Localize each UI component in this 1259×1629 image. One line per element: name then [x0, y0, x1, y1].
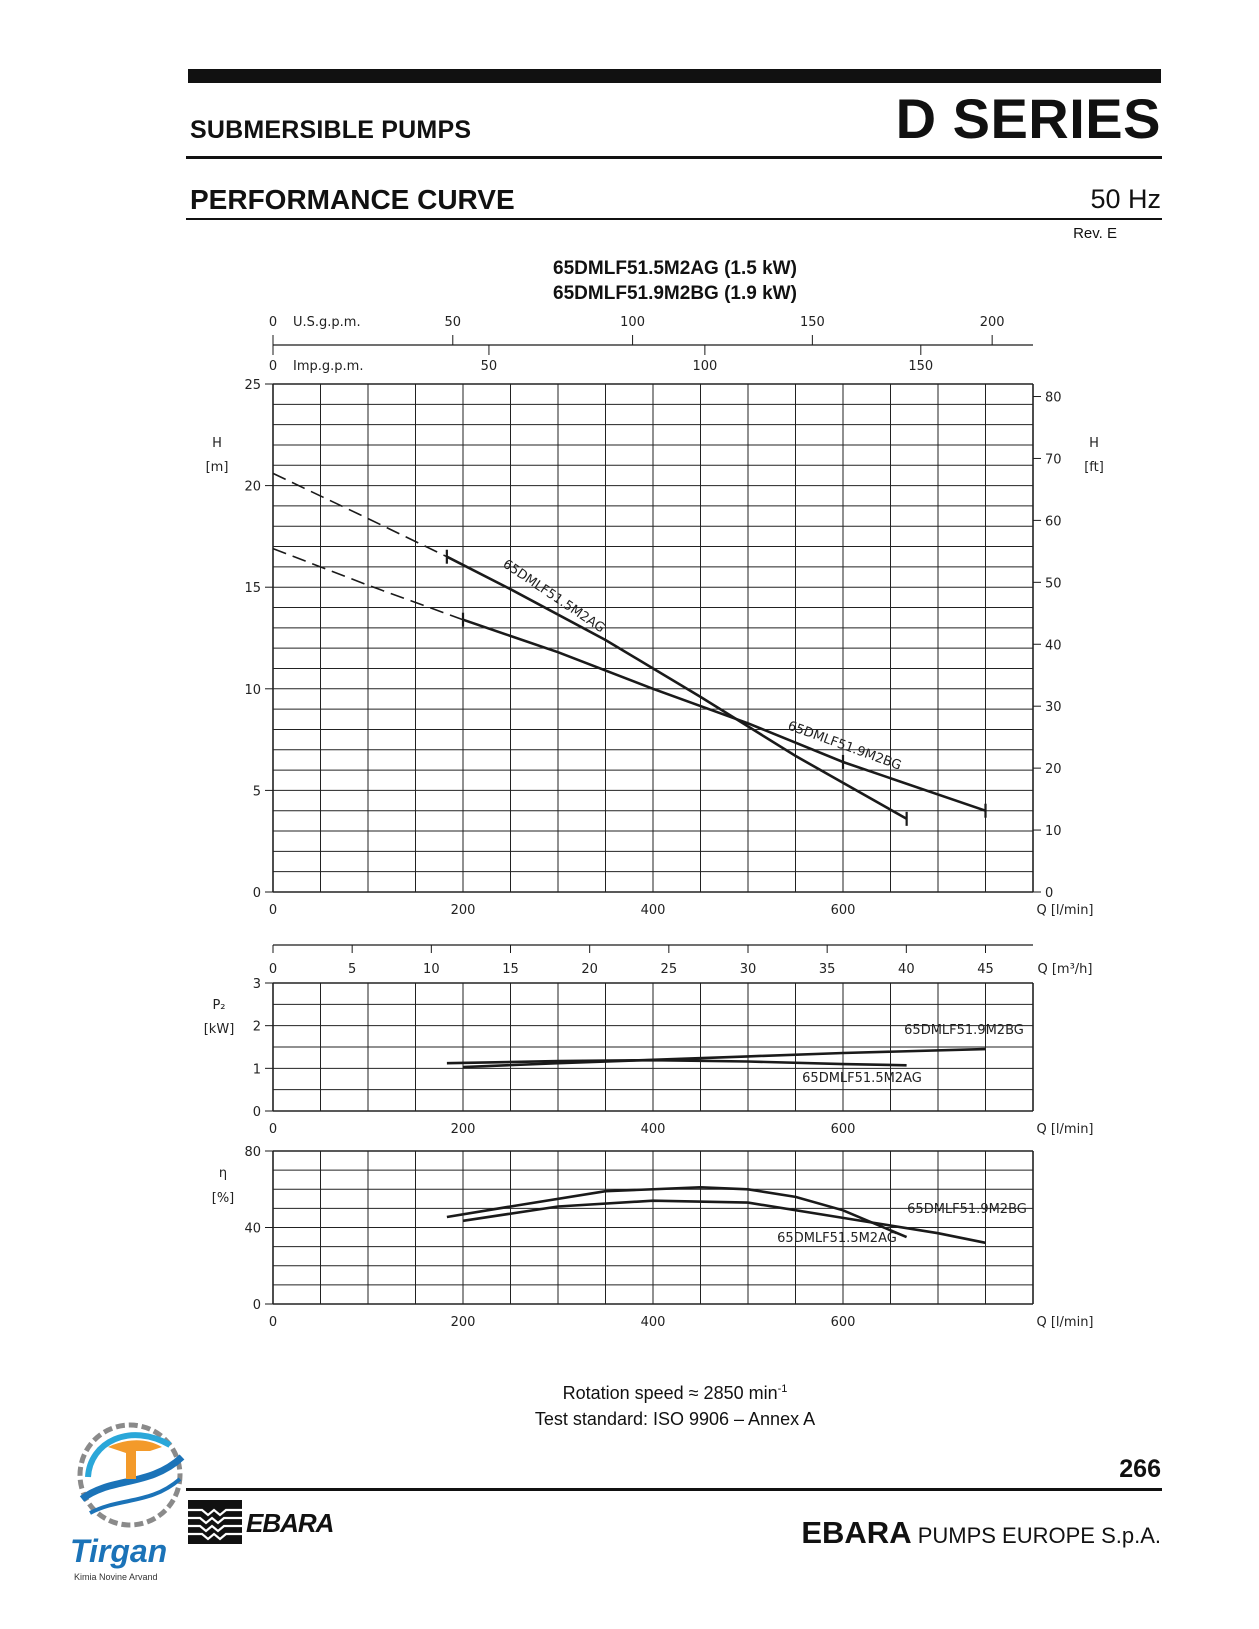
- m3h-tick-label: 25: [660, 962, 678, 977]
- ebara-logo-text: EBARA: [246, 1508, 334, 1538]
- head-y-tick-label: 15: [244, 581, 261, 597]
- head-curve-label-1: 65DMLF51.9M2BG: [785, 718, 904, 774]
- head-x-tick-label: 400: [640, 903, 666, 918]
- m3h-tick-label: 10: [423, 962, 440, 977]
- usgpm-tick-label: 100: [620, 315, 645, 330]
- impgpm-axis-label: Imp.g.p.m.: [293, 359, 364, 374]
- impgpm-tick-label: 50: [480, 359, 498, 374]
- efficiency-curve-label-1: 65DMLF51.9M2BG: [907, 1202, 1027, 1217]
- head-y-right-unit: [ft]: [1084, 460, 1104, 475]
- usgpm-tick-label: 200: [979, 315, 1005, 330]
- head-y-tick-label: 25: [244, 378, 261, 393]
- efficiency-y-tick-label: 0: [252, 1298, 261, 1313]
- efficiency-x-tick-label: 600: [830, 1315, 856, 1330]
- impgpm-tick-label: 0: [268, 359, 278, 374]
- series-title: D SERIES: [895, 87, 1161, 150]
- m3h-tick-label: 0: [268, 962, 278, 977]
- efficiency-y-unit: [%]: [211, 1191, 235, 1206]
- ebara-logo-icon: [188, 1500, 242, 1544]
- chart-title-1: 65DMLF51.5M2AG (1.5 kW): [553, 258, 797, 279]
- m3h-tick-label: 5: [348, 962, 357, 977]
- efficiency-x-tick-label: 400: [640, 1315, 666, 1330]
- power-x-tick-label: 0: [268, 1122, 278, 1137]
- m3h-unit-label: Q [m³/h]: [1037, 962, 1093, 977]
- head-curve-label-0: 65DMLF51.5M2AG: [499, 556, 608, 637]
- tirgan-subtitle: Kimia Novine Arvand: [74, 1572, 158, 1582]
- section-title: PERFORMANCE CURVE: [190, 184, 515, 215]
- page-number: 266: [1119, 1455, 1161, 1483]
- tirgan-logo-text: Tirgan: [70, 1533, 168, 1569]
- power-y-label: P₂: [212, 998, 226, 1013]
- head-curve-0: [447, 557, 907, 819]
- m3h-tick-label: 20: [581, 962, 598, 977]
- head-y-right-tick-label: 20: [1045, 762, 1062, 778]
- footer-rule: [186, 1488, 1162, 1491]
- efficiency-y-tick-label: 40: [244, 1221, 261, 1237]
- frequency-label: 50 Hz: [1090, 184, 1161, 214]
- efficiency-x-tick-label: 0: [268, 1315, 278, 1330]
- tirgan-logo-icon: [70, 1417, 190, 1535]
- efficiency-curve-label-0: 65DMLF51.5M2AG: [777, 1231, 897, 1246]
- power-y-tick-label: 2: [252, 1019, 261, 1035]
- power-curve-label-0: 65DMLF51.5M2AG: [802, 1071, 922, 1086]
- m3h-tick-label: 15: [502, 962, 519, 977]
- head-y-right-tick-label: 40: [1045, 638, 1062, 654]
- head-y-right-tick-label: 80: [1045, 390, 1062, 406]
- m3h-tick-label: 35: [818, 962, 836, 977]
- power-x-tick-label: 400: [640, 1122, 666, 1137]
- head-y-right-tick-label: 10: [1045, 824, 1062, 840]
- power-y-tick-label: 3: [252, 977, 261, 992]
- usgpm-tick-label: 50: [444, 315, 462, 330]
- chart-title-2: 65DMLF51.9M2BG (1.9 kW): [553, 283, 797, 304]
- head-x-unit-label: Q [l/min]: [1036, 903, 1094, 918]
- head-y-tick-label: 0: [252, 886, 261, 901]
- head-y-label: H: [212, 436, 222, 451]
- efficiency-y-tick-label: 80: [244, 1145, 261, 1160]
- m3h-tick-label: 40: [898, 962, 915, 977]
- head-y-tick-label: 20: [244, 479, 261, 495]
- head-y-tick-label: 10: [244, 682, 261, 698]
- head-y-right-tick-label: 30: [1045, 700, 1062, 716]
- head-y-tick-label: 5: [252, 784, 261, 800]
- head-y-right-tick-label: 60: [1045, 514, 1062, 530]
- impgpm-tick-label: 100: [692, 359, 718, 374]
- usgpm-axis-label: U.S.g.p.m.: [293, 315, 361, 330]
- m3h-tick-label: 45: [977, 962, 994, 977]
- usgpm-tick-label: 150: [799, 315, 825, 330]
- revision-label: Rev. E: [1073, 225, 1117, 242]
- efficiency-x-unit-label: Q [l/min]: [1036, 1315, 1094, 1330]
- efficiency-x-tick-label: 200: [450, 1315, 476, 1330]
- power-curve-label-1: 65DMLF51.9M2BG: [904, 1023, 1024, 1038]
- head-y-right-tick-label: 50: [1045, 576, 1062, 592]
- head-y-unit: [m]: [205, 460, 229, 475]
- head-x-tick-label: 0: [268, 903, 278, 918]
- company-name: EBARA PUMPS EUROPE S.p.A.: [801, 1515, 1161, 1550]
- efficiency-y-label: η: [218, 1166, 228, 1181]
- power-x-tick-label: 600: [830, 1122, 856, 1137]
- rotation-speed-note: Rotation speed ≈ 2850 $\min^{-1}$: [562, 1383, 788, 1403]
- test-standard-note: Test standard: ISO 9906 – Annex A: [534, 1409, 816, 1429]
- impgpm-tick-label: 150: [908, 359, 934, 374]
- head-x-tick-label: 200: [450, 903, 476, 918]
- usgpm-tick-label: 0: [268, 315, 278, 330]
- head-y-right-tick-label: 0: [1045, 886, 1054, 901]
- power-x-unit-label: Q [l/min]: [1036, 1122, 1094, 1137]
- m3h-tick-label: 30: [739, 962, 757, 977]
- power-y-unit: [kW]: [203, 1022, 235, 1037]
- head-y-right-label: H: [1089, 436, 1099, 451]
- power-x-tick-label: 200: [450, 1122, 476, 1137]
- power-curve-1: [463, 1049, 986, 1067]
- category-title: SUBMERSIBLE PUMPS: [190, 116, 472, 144]
- head-y-right-tick-label: 70: [1045, 452, 1062, 468]
- power-y-tick-label: 1: [252, 1062, 261, 1078]
- head-x-tick-label: 600: [830, 903, 856, 918]
- power-y-tick-label: 0: [252, 1105, 261, 1120]
